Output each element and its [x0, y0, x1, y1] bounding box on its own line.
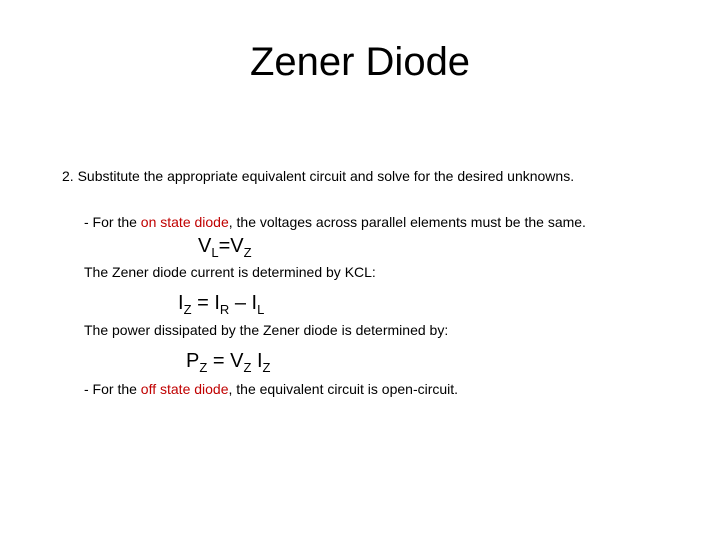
- off-state-prefix: - For the: [84, 381, 141, 397]
- on-state-line: [84, 214, 586, 230]
- slide-title: Zener Diode: [249, 40, 471, 84]
- equation-voltage: $V_L=V_Z$: [198, 235, 252, 260]
- step-text: 2. Substitute the appropriate equivalent circuit and solve for the desired unknowns.: [62, 168, 575, 184]
- power-text: The power dissipated by the Zener diode is determined by:: [84, 322, 449, 338]
- on-state-highlight: on state diode: [140, 214, 229, 230]
- off-state-line: [84, 381, 458, 397]
- equation-current: $I_Z = I_R - I_L$: [178, 292, 265, 317]
- on-state-suffix: , the voltages across parallel elements must be the same.: [228, 214, 586, 230]
- off-state-suffix: , the equivalent circuit is open-circuit.: [228, 381, 459, 397]
- off-state-highlight: off state diode: [140, 381, 229, 397]
- equation-power: $P_Z = V_Z$ $I_Z$: [186, 350, 271, 375]
- kcl-text: The Zener diode current is determined by KCL:: [84, 264, 376, 280]
- on-state-prefix: - For the: [84, 214, 141, 230]
